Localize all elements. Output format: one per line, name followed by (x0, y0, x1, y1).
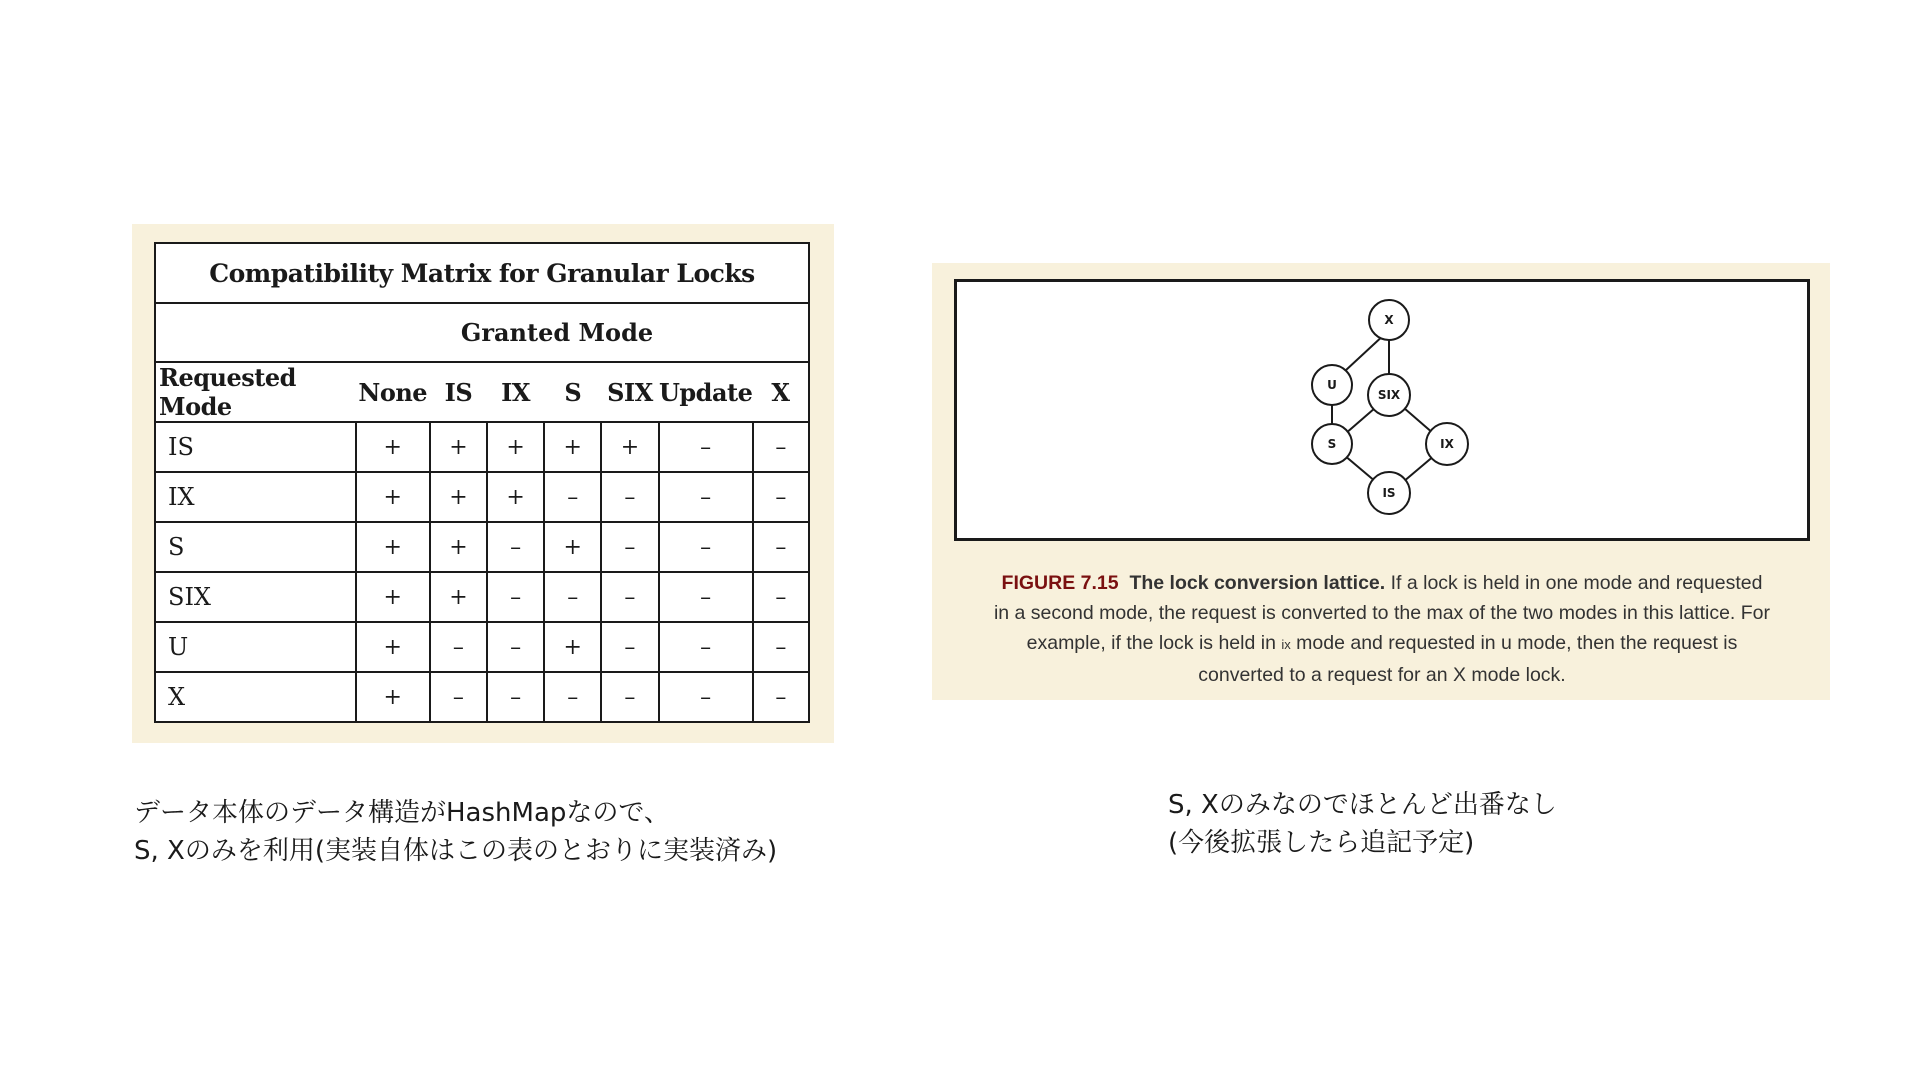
edge-six-ix (1404, 408, 1434, 434)
table-cell: + (544, 622, 601, 672)
column-header: SIX (601, 362, 658, 422)
table-row (155, 472, 809, 522)
caption-text: If a lock is held in one mode and requested in a second mode, the request is converted to the max of the two modes in this lattice. For example, if the lock is held in (993, 572, 1771, 654)
table-cell: – (430, 672, 487, 722)
lock-conversion-lattice-figure (932, 263, 1830, 700)
table-cell: + (544, 422, 601, 472)
note-left-line-2: S, Xのみを利用(実装自体はこの表のとおりに実装済み) (134, 836, 778, 866)
column-header: None (356, 362, 430, 422)
caption-text: mode and requested in u mode, then the request is converted to a request for an X mode lock. (1198, 632, 1738, 686)
table-cell: – (487, 572, 544, 622)
node-label: U (1327, 378, 1337, 392)
lattice-node-is (1368, 472, 1410, 514)
table-cell: – (601, 572, 658, 622)
table-cell: – (753, 672, 809, 722)
node-label: SIX (1377, 388, 1401, 402)
table-cell: – (544, 672, 601, 722)
lattice-graph (957, 282, 1807, 538)
table-row (155, 622, 809, 672)
table-cell: + (487, 422, 544, 472)
lattice-node-s (1312, 424, 1352, 464)
compatibility-matrix-table (154, 242, 810, 723)
table-cell: + (356, 622, 430, 672)
figure-title: The lock conversion lattice. (1129, 572, 1386, 594)
table-cell: – (659, 572, 753, 622)
granted-mode-label: Granted Mode (155, 303, 809, 362)
table-cell: + (356, 522, 430, 572)
note-right (1168, 786, 1557, 862)
table-cell: – (659, 422, 753, 472)
table-cell: – (753, 472, 809, 522)
table-cell: – (487, 522, 544, 572)
table-cell: – (544, 572, 601, 622)
table-row (155, 672, 809, 722)
lattice-node-u (1312, 365, 1352, 405)
lattice-node-six (1368, 374, 1410, 416)
table-cell: – (753, 572, 809, 622)
table-cell: + (430, 572, 487, 622)
table-cell: – (601, 472, 658, 522)
table-cell: – (753, 522, 809, 572)
table-cell: – (601, 672, 658, 722)
row-label: SIX (155, 572, 356, 622)
table-cell: + (356, 572, 430, 622)
table-cell: – (659, 672, 753, 722)
table-cell: + (356, 472, 430, 522)
compatibility-matrix-figure (132, 224, 834, 743)
table-cell: + (356, 672, 430, 722)
table-cell: – (487, 622, 544, 672)
table-row (155, 522, 809, 572)
table-row (155, 422, 809, 472)
table-cell: + (430, 522, 487, 572)
row-label: IS (155, 422, 356, 472)
table-cell: – (601, 622, 658, 672)
column-header: S (544, 362, 601, 422)
matrix-header-row (155, 362, 809, 422)
matrix-title: Compatibility Matrix for Granular Locks (155, 243, 809, 303)
note-right-line-1: S, Xのみなのでほとんど出番なし (1168, 790, 1557, 820)
note-left-line-1: データ本体のデータ構造がHashMapなので、 (134, 798, 670, 828)
note-right-line-2: (今後拡張したら追記予定) (1168, 828, 1475, 858)
table-cell: – (601, 522, 658, 572)
table-cell: + (601, 422, 658, 472)
caption-mode-ix: ix (1281, 637, 1291, 652)
column-header: IS (430, 362, 487, 422)
row-label: S (155, 522, 356, 572)
table-cell: + (487, 472, 544, 522)
table-cell: – (487, 672, 544, 722)
table-cell: + (430, 472, 487, 522)
table-cell: + (544, 522, 601, 572)
column-header: X (753, 362, 809, 422)
column-header: Update (659, 362, 753, 422)
table-cell: – (430, 622, 487, 672)
edge-s-is (1344, 455, 1376, 482)
lattice-node-ix (1426, 423, 1468, 465)
table-cell: – (659, 472, 753, 522)
column-header: IX (487, 362, 544, 422)
lattice-diagram (954, 279, 1810, 541)
figure-caption (992, 568, 1772, 690)
lattice-node-x (1369, 300, 1409, 340)
edge-six-s (1345, 408, 1375, 434)
figure-number: FIGURE 7.15 (1001, 572, 1119, 594)
row-label: X (155, 672, 356, 722)
table-cell: – (659, 522, 753, 572)
table-row (155, 572, 809, 622)
requested-mode-label: Requested Mode (155, 362, 356, 422)
table-cell: – (753, 422, 809, 472)
node-label: IX (1440, 437, 1454, 451)
table-cell: + (430, 422, 487, 472)
note-left (134, 794, 777, 870)
table-cell: – (544, 472, 601, 522)
node-label: IS (1382, 486, 1396, 500)
table-cell: – (753, 622, 809, 672)
row-label: U (155, 622, 356, 672)
edge-ix-is (1403, 455, 1435, 482)
row-label: IX (155, 472, 356, 522)
node-label: S (1327, 437, 1337, 451)
table-cell: + (356, 422, 430, 472)
table-cell: – (659, 622, 753, 672)
node-label: X (1384, 313, 1394, 327)
